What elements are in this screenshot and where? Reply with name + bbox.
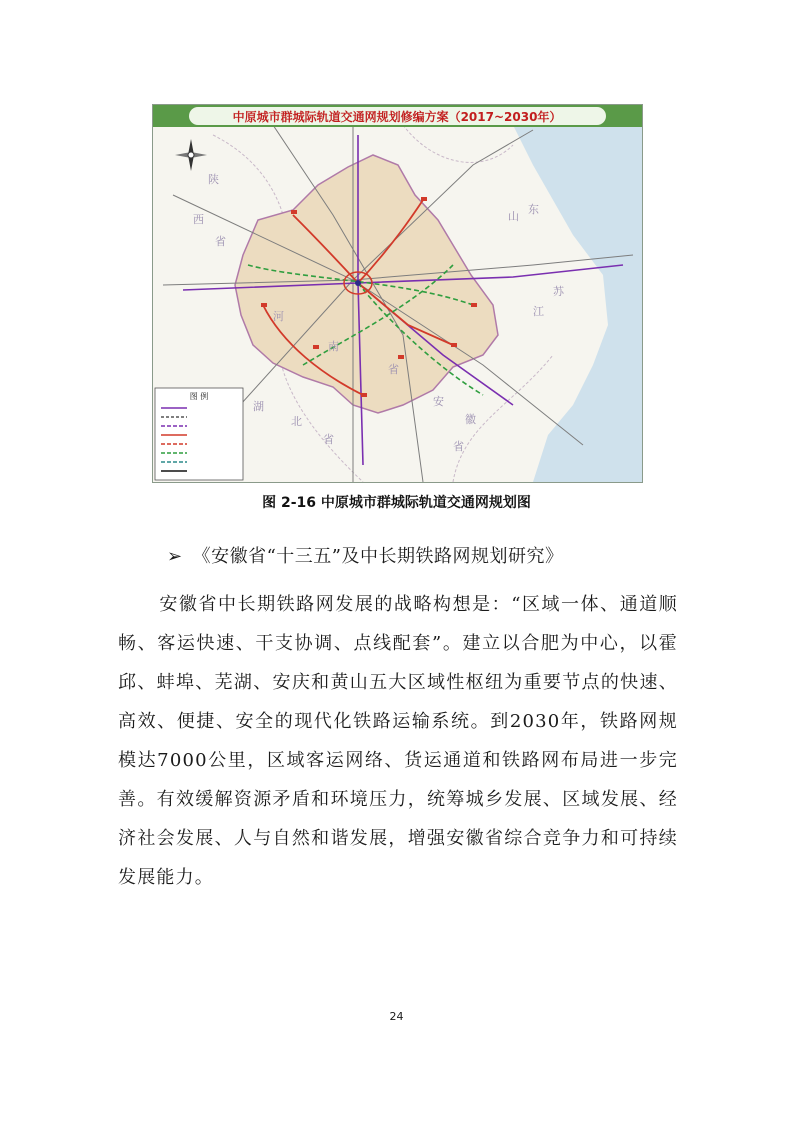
map-title-bar	[153, 105, 642, 127]
legend-title: 图 例	[189, 392, 209, 401]
region-label: 南	[328, 340, 339, 353]
arrow-bullet-icon: ➢	[167, 546, 183, 567]
section-bullet	[167, 542, 564, 568]
rail-network-map	[152, 104, 643, 483]
region-label: 省	[323, 433, 334, 446]
page-number: 24	[389, 1010, 404, 1023]
figure-caption: 图 2-16 中原城市群城际轨道交通网规划图	[262, 495, 531, 511]
paragraph-text: 安徽省中长期铁路网发展的战略构想是：“区域一体、通道顺畅、客运快速、干支协调、点线配套”。建立以合肥为中心，以霍邱、蚌埠、芜湖、安庆和黄山五大区域性枢纽为重要节点的快速、高效、便捷、安全的现代化铁路运输系统。到2030年，铁路网规模达7000公里，区域客运网络、货运通道和铁路网布局进一步完善。有效缓解资源矛盾和环境压力，统筹城乡发展、区域发展、经济社会发展、人与自然和谐发展，增强安徽省综合竞争力和可持续发展能力。	[118, 594, 678, 888]
region-label: 徽	[465, 413, 476, 426]
region-label: 西	[193, 213, 204, 226]
region-label: 东	[528, 203, 539, 216]
body-paragraph	[118, 585, 678, 897]
region-label: 河	[273, 310, 284, 323]
map-legend	[155, 388, 243, 480]
region-label: 省	[388, 363, 399, 376]
region-label: 江	[533, 305, 544, 318]
region-label: 山	[508, 210, 519, 223]
region-label: 湖	[253, 400, 264, 413]
region-label: 安	[433, 395, 444, 408]
bullet-title: 《安徽省“十三五”及中长期铁路网规划研究》	[192, 546, 564, 567]
region-label: 省	[453, 440, 464, 453]
region-label: 苏	[553, 285, 564, 298]
region-label: 陕	[208, 173, 219, 186]
region-label: 省	[215, 235, 226, 248]
hub-marker	[355, 280, 361, 286]
region-label: 北	[291, 415, 302, 428]
map-title: 中原城市群城际轨道交通网规划修编方案（2017~2030年）	[232, 110, 562, 124]
